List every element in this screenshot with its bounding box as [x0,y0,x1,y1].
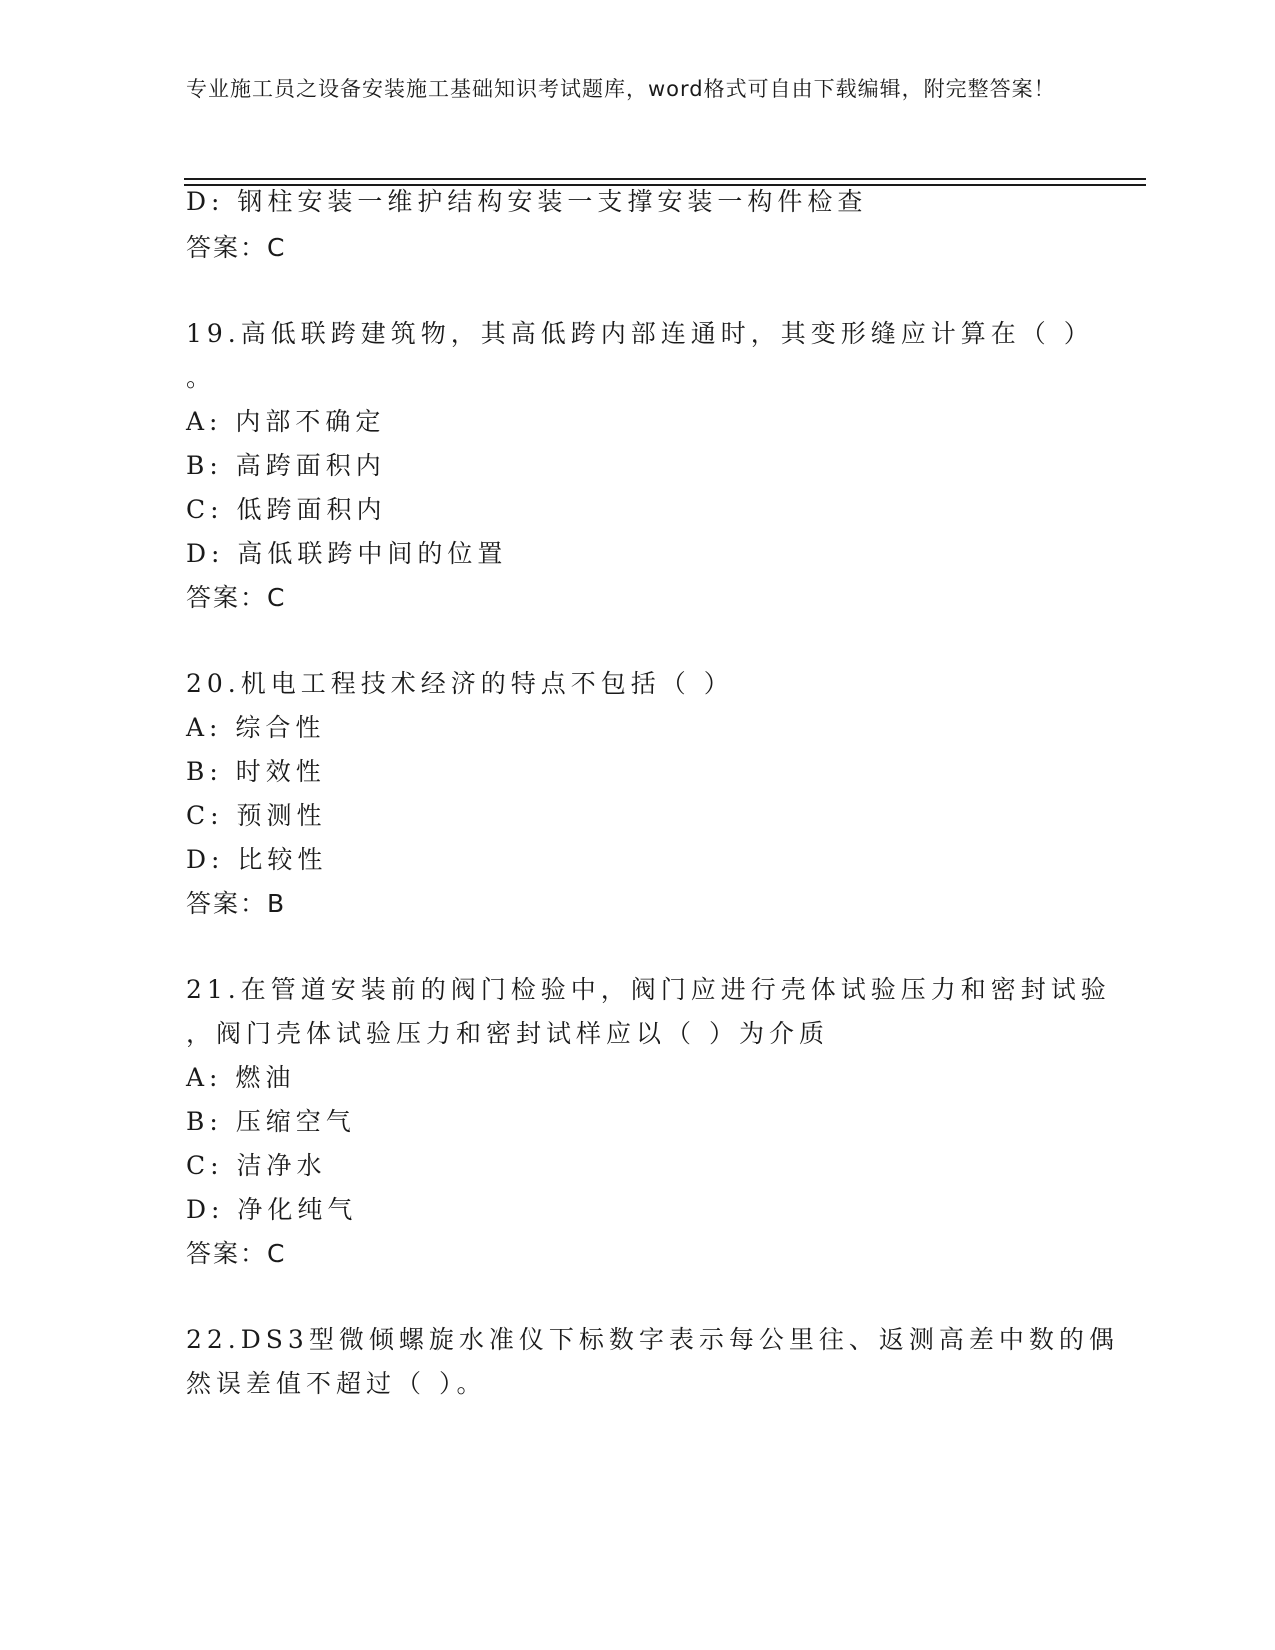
question-21-option-d: D: 净化纯气 [186,1195,358,1224]
question-19-option-b: B: 高跨面积内 [186,451,386,480]
question-19-option-c: C: 低跨面积内 [186,495,387,524]
prev-question-answer: 答案：C [186,233,287,262]
prev-question-option-d: D: 钢柱安装一维护结构安装一支撑安装一构件检查 [186,187,868,216]
question-21-stem: 21.在管道安装前的阀门检验中，阀门应进行壳体试验压力和密封试验 [186,975,1111,1004]
question-21-option-c: C: 洁净水 [186,1151,327,1180]
question-20-stem: 20.机电工程技术经济的特点不包括（ ） [186,669,734,698]
question-19-answer: 答案：C [186,583,287,612]
document-header-title: 专业施工员之设备安装施工基础知识考试题库，word格式可自由下载编辑，附完整答案！ [186,77,1056,101]
question-20-option-c: C: 预测性 [186,801,327,830]
question-20-option-a: A: 综合性 [186,713,326,742]
question-21-option-a: A: 燃油 [186,1063,296,1092]
question-19-stem-cont: 。 [186,363,217,392]
question-21-option-b: B: 压缩空气 [186,1107,356,1136]
question-22-stem-cont: 然误差值不超过（ ）。 [186,1369,487,1398]
question-20-answer: 答案：B [186,889,287,918]
question-21-stem-cont: ，阀门壳体试验压力和密封试样应以（ ）为介质 [186,1019,829,1048]
question-21-answer: 答案：C [186,1239,287,1268]
question-20-option-b: B: 时效性 [186,757,326,786]
question-19-stem: 19.高低联跨建筑物，其高低跨内部连通时，其变形缝应计算在（ ） [186,319,1094,348]
header-divider-top [184,178,1146,180]
question-20-option-d: D: 比较性 [186,845,328,874]
question-19-option-a: A: 内部不确定 [186,407,386,436]
question-22-stem: 22.DS3型微倾螺旋水准仪下标数字表示每公里往、返测高差中数的偶 [186,1325,1119,1354]
question-19-option-d: D: 高低联跨中间的位置 [186,539,508,568]
